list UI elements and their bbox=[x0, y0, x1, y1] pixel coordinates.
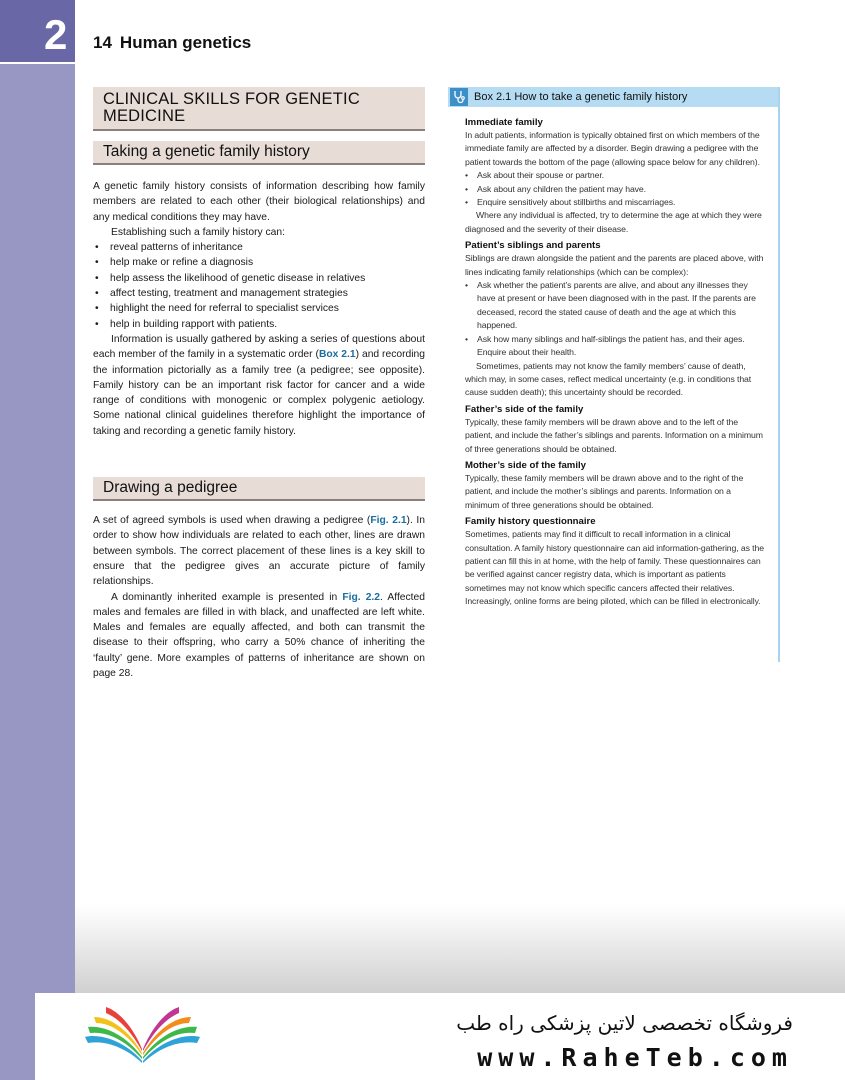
text-run: A dominantly inherited example is presented in bbox=[111, 591, 343, 603]
box-title: Box 2.1 How to take a genetic family history bbox=[474, 91, 688, 103]
text-run: ) and recording the information pictorially as a family tree (a pedigree; see opposite). Family history can be an important risk factor for cancer and a wide range of conditions with monogenic or complex polygenic aetiology. Some national clinical guidelines therefore highlight the importance of taking and recording a genetic family history. bbox=[93, 349, 425, 437]
store-url: www.RaheTeb.com bbox=[477, 1043, 793, 1072]
subheading-pedigree: Drawing a pedigree bbox=[93, 477, 425, 501]
list-item: • Ask about their spouse or partner. bbox=[465, 169, 764, 182]
list-item: • reveal patterns of inheritance bbox=[93, 240, 425, 255]
list-item: • Ask about any children the patient may have. bbox=[465, 183, 764, 196]
paragraph-establishing: Establishing such a family history can: bbox=[111, 226, 285, 238]
list-item: • help in building rapport with patients. bbox=[93, 317, 425, 332]
list-item: • Ask whether the patient’s parents are alive, and about any illnesses they have at present or have been diagnosed with in the past. If the parents are deceased, record the stated cause of death and the age at which this happened. bbox=[465, 279, 764, 333]
text-run: ). In order to show how individuals are related to each other, lines are drawn between symbols. The correct placement of these lines is a key skill to ensure that the pedigree gives an accurate picture of family relationships. bbox=[93, 515, 425, 588]
text-run: Information is usually gathered by asking a series of questions about each member of the family in a systematic order ( bbox=[93, 333, 425, 361]
box-heading-siblings: Patient’s siblings and parents bbox=[465, 240, 601, 252]
chapter-sidebar bbox=[0, 0, 75, 1080]
list-item: • help make or refine a diagnosis bbox=[93, 255, 425, 270]
box-list-siblings bbox=[465, 279, 764, 359]
book-logo-icon bbox=[80, 1001, 205, 1076]
box-text: In adult patients, information is typically obtained first on which members of the immediate family are affected by a disorder. Begin drawing a pedigree with the patient towards the bottom of the page (allowing space below for any children). bbox=[465, 130, 760, 167]
paragraph-dominant bbox=[93, 590, 425, 682]
list-item: • affect testing, treatment and management strategies bbox=[93, 286, 425, 301]
benefits-list bbox=[93, 240, 425, 332]
box-text: Where any individual is affected, try to determine the age at which they were diagnosed and the severity of their disease. bbox=[465, 210, 762, 234]
chapter-number: 2 bbox=[44, 11, 68, 58]
chapter-title: Human genetics bbox=[119, 33, 252, 52]
text-run: . Affected males and females are filled in with black, and unaffected are left white. Males and females are equally affected, and both can transmit the disease to their offspring, who carry a 50% chance of inheriting the ‘faulty’ gene. More examples of patterns of inheritance are shown on page 28. bbox=[93, 591, 425, 680]
fig-2-1-link[interactable]: Fig. 2.1 bbox=[370, 515, 407, 527]
box-text: Siblings are drawn alongside the patient and the parents are placed above, with lines indicating family relationships (which can be complex): bbox=[465, 253, 764, 277]
box-body bbox=[448, 107, 778, 609]
text-run: A set of agreed symbols is used when drawing a pedigree ( bbox=[93, 515, 371, 527]
page-number: 14 bbox=[93, 33, 112, 52]
box-text: Typically, these family members will be drawn above and to the right of the patient, and include the mother’s siblings and parents. Information on a minimum of three generations should be obtained. bbox=[465, 472, 744, 510]
fig-2-2-link[interactable]: Fig. 2.2 bbox=[342, 591, 381, 603]
box-heading-questionnaire: Family history questionnaire bbox=[465, 516, 596, 528]
main-column bbox=[93, 87, 425, 681]
header-rule bbox=[0, 62, 845, 64]
box-text: Typically, these family members will be drawn above and to the left of the patient, and include the father’s siblings and parents. Information on a minimum of three generations should be obtained. bbox=[465, 416, 763, 454]
box-text: Sometimes, patients may not know the family members’ cause of death, which may, in some cases, reflect medical uncertainty (e.g. in conditions that cause sudden death); this uncertainty should be recorded. bbox=[465, 360, 752, 398]
subheading-family-history: Taking a genetic family history bbox=[93, 141, 425, 165]
box-text: Sometimes, patients may find it difficult to recall information in a clinical consultation. A family history questionnaire can aid information-gathering, as the patient can fill this in at home, with the help of family. These questionnaires can be verified against cancer registry data, which is important as patients sometimes may not know which specific cancers affected their relatives. Increasingly, online forms are being piloted, which can be filled in electronically. bbox=[465, 529, 764, 607]
box-heading-mother: Mother’s side of the family bbox=[465, 459, 587, 471]
box-heading-father: Father’s side of the family bbox=[465, 403, 584, 415]
paragraph-intro: A genetic family history consists of information describing how family members are related to each other (their biological relationships) and any medical conditions they may have. bbox=[93, 181, 425, 223]
store-name: فروشگاه تخصصی لاتین پزشکی راه طب bbox=[456, 1011, 793, 1035]
box-list-immediate bbox=[465, 169, 764, 209]
watermark-footer bbox=[35, 993, 845, 1080]
page-bottom-shadow bbox=[75, 905, 845, 995]
section-title: CLINICAL SKILLS FOR GENETIC MEDICINE bbox=[93, 87, 425, 131]
box-2-1-link[interactable]: Box 2.1 bbox=[318, 349, 356, 361]
stethoscope-icon bbox=[450, 88, 468, 106]
running-head bbox=[93, 33, 251, 53]
list-item: • Enquire sensitively about stillbirths and miscarriages. bbox=[465, 196, 764, 209]
box-title-bar bbox=[448, 87, 778, 107]
box-2-1 bbox=[448, 87, 780, 662]
paragraph-information bbox=[93, 332, 425, 439]
box-heading-immediate: Immediate family bbox=[465, 117, 543, 128]
list-item: • highlight the need for referral to specialist services bbox=[93, 301, 425, 316]
paragraph-symbols bbox=[93, 513, 425, 589]
list-item: • Ask how many siblings and half-siblings the patient has, and their ages. Enquire about their health. bbox=[465, 333, 764, 360]
list-item: • help assess the likelihood of genetic disease in relatives bbox=[93, 271, 425, 286]
